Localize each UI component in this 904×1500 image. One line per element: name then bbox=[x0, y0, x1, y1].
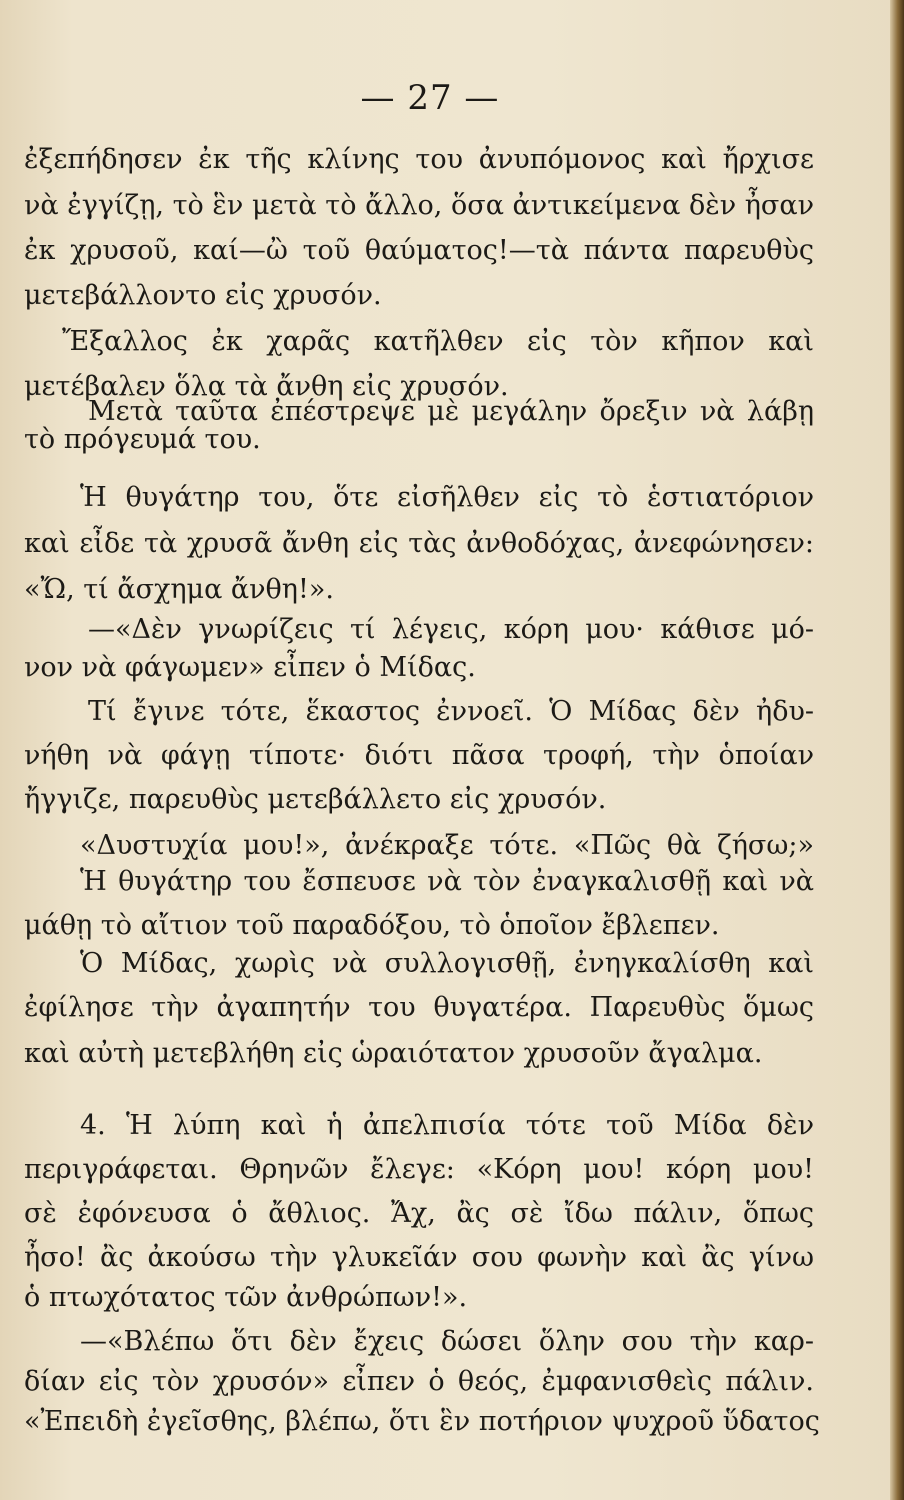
text-line: 4. Ἡ λύπη καὶ ἡ ἀπελπισία τότε τοῦ Μίδα δὲν bbox=[80, 1110, 814, 1141]
page-number: — 27 — bbox=[360, 78, 500, 118]
text-line: μετεβάλλοντο εἰς χρυσόν. bbox=[24, 280, 382, 311]
text-line: —«Δὲν γνωρίζεις τί λέγεις, κόρη μου· κάθισε μό- bbox=[88, 614, 814, 645]
text-line: «Ὤ, τί ἄσχημα ἄνθη!». bbox=[24, 574, 334, 605]
text-line: σὲ ἐφόνευσα ὁ ἄθλιος. Ἄχ, ἂς σὲ ἴδω πάλιν, ὅπως bbox=[24, 1198, 814, 1229]
text-line: —«Βλέπω ὅτι δὲν ἔχεις δώσει ὅλην σου τὴν καρ- bbox=[80, 1326, 814, 1357]
text-line: νήθη νὰ φάγῃ τίποτε· διότι πᾶσα τροφή, τὴν ὁποίαν bbox=[24, 740, 814, 771]
text-line: καὶ εἶδε τὰ χρυσᾶ ἄνθη εἰς τὰς ἀνθοδόχας, ἀνεφώνησεν: bbox=[24, 528, 814, 559]
text-line: ὁ πτωχότατος τῶν ἀνθρώπων!». bbox=[24, 1282, 468, 1313]
text-line: «Δυστυχία μου!», ἀνέκραξε τότε. «Πῶς θὰ ζήσω;» bbox=[80, 830, 814, 861]
text-line: ἦσο! ἂς ἀκούσω τὴν γλυκεῖάν σου φωνὴν καὶ ἂς γίνω bbox=[24, 1242, 814, 1273]
text-line: ἐφίλησε τὴν ἀγαπητήν του θυγατέρα. Παρευθὺς ὅμως bbox=[24, 992, 814, 1023]
text-line: καὶ αὐτὴ μετεβλήθη εἰς ὡραιότατον χρυσοῦν ἄγαλμα. bbox=[24, 1038, 763, 1069]
text-line: περιγράφεται. Θρηνῶν ἔλεγε: «Κόρη μου! κόρη μου! bbox=[24, 1154, 814, 1185]
text-line: Μετὰ ταῦτα ἐπέστρεψε μὲ μεγάλην ὄρεξιν νὰ λάβῃ bbox=[88, 396, 814, 427]
text-line: νὰ ἐγγίζῃ, τὸ ἓν μετὰ τὸ ἄλλο, ὅσα ἀντικείμενα δὲν ἦσαν bbox=[24, 190, 814, 221]
text-line: ἤγγιζε, παρευθὺς μετεβάλλετο εἰς χρυσόν. bbox=[24, 784, 607, 815]
text-line: μάθῃ τὸ αἴτιον τοῦ παραδόξου, τὸ ὁποῖον ἔβλεπεν. bbox=[24, 910, 720, 941]
page-edge-shadow bbox=[890, 0, 904, 1500]
text-line: τὸ πρόγευμά του. bbox=[24, 424, 261, 455]
text-line: ἐξεπήδησεν ἐκ τῆς κλίνης του ἀνυπόμονος καὶ ἤρχισε bbox=[24, 144, 814, 175]
text-line: δίαν εἰς τὸν χρυσόν» εἶπεν ὁ θεός, ἐμφανισθεὶς πάλιν. bbox=[24, 1366, 814, 1397]
text-line: «Ἐπειδὴ ἐγεῖσθης, βλέπω, ὅτι ἓν ποτήριον ψυχροῦ ὕδατος bbox=[24, 1406, 820, 1437]
text-line: Ὁ Μίδας, χωρὶς νὰ συλλογισθῇ, ἐνηγκαλίσθη καὶ bbox=[80, 948, 814, 979]
text-line: Ἡ θυγάτηρ του ἔσπευσε νὰ τὸν ἐναγκαλισθῇ καὶ νὰ bbox=[80, 866, 814, 897]
text-line: ἐκ χρυσοῦ, καί—ὢ τοῦ θαύματος!—τὰ πάντα παρευθὺς bbox=[24, 235, 814, 266]
text-line: Ἡ θυγάτηρ του, ὅτε εἰσῆλθεν εἰς τὸ ἑστιατόριον bbox=[80, 482, 814, 513]
text-line: μετέβαλεν ὅλα τὰ ἄνθη εἰς χρυσόν. bbox=[24, 371, 509, 402]
text-line: Ἔξαλλος ἐκ χαρᾶς κατῆλθεν εἰς τὸν κῆπον καὶ bbox=[62, 326, 814, 357]
text-line: νον νὰ φάγωμεν» εἶπεν ὁ Μίδας. bbox=[24, 652, 476, 683]
text-line: Τί ἔγινε τότε, ἕκαστος ἐννοεῖ. Ὁ Μίδας δὲν ἠδυ- bbox=[88, 696, 814, 727]
